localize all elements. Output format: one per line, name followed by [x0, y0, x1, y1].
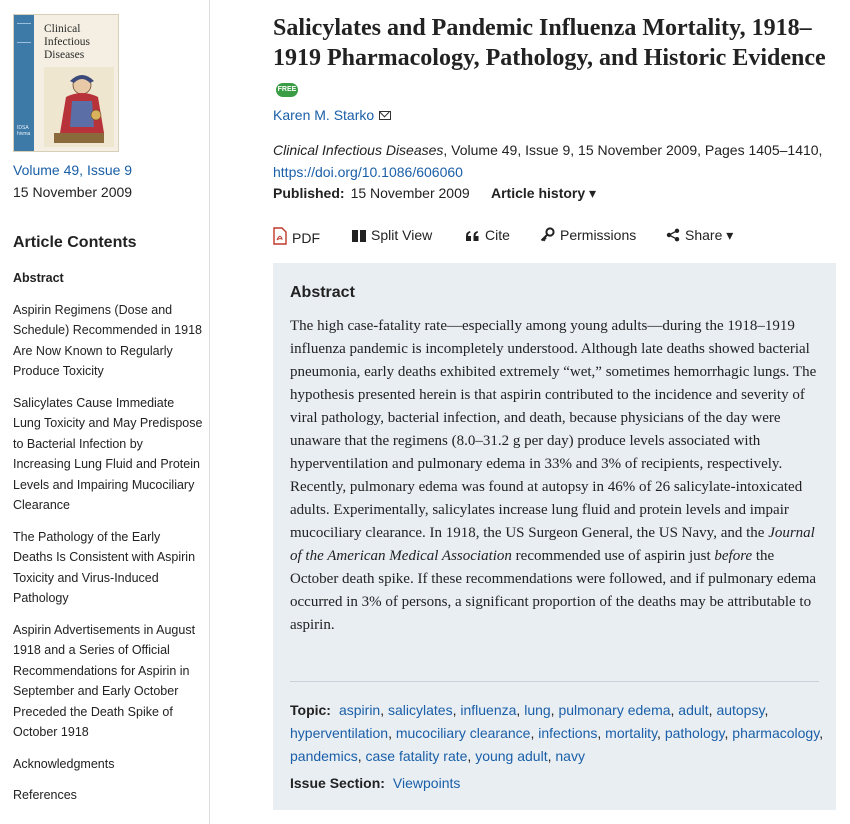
article-contents-heading: Article Contents	[13, 234, 137, 251]
topics-line	[290, 699, 825, 768]
published-line	[273, 185, 470, 201]
topic-link[interactable]: young adult	[475, 748, 548, 764]
toc-item-salicylates-toxicity[interactable]: Salicylates Cause Immediate Lung Toxicity and May Predispose to Bacterial Infection by Increasing Lung Fluid and Protein Levels and Impairing Mucociliary Clearance	[13, 395, 203, 512]
split-view-icon	[352, 229, 366, 242]
article-title	[273, 14, 833, 103]
topic-separator: ,	[388, 725, 396, 741]
abstract-text-part-3: the October death spike. If these recommendations were followed, and if pulmonary edema occurred in 3% of persons, a significant proportion of the deaths may be attributable to aspirin.	[290, 548, 817, 633]
issue-date: 15 November 2009	[13, 184, 133, 200]
pdf-icon	[273, 227, 287, 245]
cover-publisher-mark: IDSA hivma	[17, 125, 31, 137]
topic-separator: ,	[657, 725, 665, 741]
abstract-body	[290, 315, 822, 637]
toc-item-references[interactable]: References	[13, 788, 77, 802]
topic-link[interactable]: mucociliary clearance	[395, 725, 531, 741]
topic-separator: ,	[467, 748, 476, 764]
topic-link[interactable]: salicylates	[388, 702, 453, 718]
volume-issue-link[interactable]: Volume 49, Issue 9	[13, 162, 133, 178]
key-icon	[540, 227, 555, 242]
topic-separator: ,	[452, 702, 461, 718]
topic-link[interactable]: navy	[555, 748, 585, 764]
share-dropdown[interactable]	[666, 227, 733, 244]
split-view-button[interactable]	[352, 227, 432, 243]
article-title-text: Salicylates and Pandemic Influenza Mortality, 1918–1919 Pharmacology, Pathology, and Historic Evidence	[273, 15, 826, 71]
topic-link[interactable]: mortality	[605, 725, 658, 741]
topic-separator: ,	[550, 702, 559, 718]
toc-item-acknowledgments[interactable]: Acknowledgments	[13, 756, 115, 771]
topic-separator: ,	[724, 725, 733, 741]
sidebar	[0, 0, 210, 824]
doi-link[interactable]: https://doi.org/10.1086/606060	[273, 164, 463, 180]
topic-separator: ,	[530, 725, 539, 741]
topic-separator: ,	[764, 702, 769, 718]
author-name-link[interactable]: Karen M. Starko	[273, 107, 375, 123]
topic-label: Topic:	[290, 702, 331, 718]
abstract-divider	[290, 681, 819, 682]
email-icon[interactable]	[379, 111, 391, 120]
topic-link[interactable]: pharmacology	[732, 725, 820, 741]
cover-journal-title: Clinical Infectious Diseases	[44, 23, 90, 61]
topic-separator: ,	[547, 748, 556, 764]
toc-item-aspirin-regimens[interactable]: Aspirin Regimens (Dose and Schedule) Recommended in 1918 Are Now Known to Regularly Produce Toxicity	[13, 302, 203, 378]
toc-item-aspirin-advertisements[interactable]: Aspirin Advertisements in August 1918 and a Series of Official Recommendations for Aspirin in September and Early October Preceded the Death Spike of October 1918	[13, 622, 196, 739]
pdf-label: PDF	[292, 230, 320, 246]
table-of-contents	[13, 268, 203, 817]
cover-band-lines	[17, 23, 31, 43]
topic-link[interactable]: infections	[538, 725, 598, 741]
topic-separator: ,	[380, 702, 388, 718]
cite-button[interactable]	[465, 227, 510, 243]
cover-illustration	[44, 67, 114, 147]
free-badge-icon: FREE	[276, 83, 298, 97]
quote-icon	[465, 230, 480, 242]
abstract-section	[273, 263, 836, 810]
topic-link[interactable]: case fatality rate	[365, 748, 468, 764]
abstract-jama: Journal of the American Medical Association	[290, 525, 815, 564]
split-view-label: Split View	[371, 227, 433, 243]
topic-link[interactable]: pandemics	[290, 748, 358, 764]
topic-link[interactable]: influenza	[460, 702, 517, 718]
abstract-text-part-2: recommended use of aspirin just	[511, 548, 715, 564]
topic-link[interactable]: pathology	[664, 725, 725, 741]
toc-item-abstract[interactable]: Abstract	[13, 271, 64, 285]
topic-link[interactable]: lung	[524, 702, 551, 718]
pdf-button[interactable]	[273, 227, 320, 246]
journal-cover-image[interactable]	[13, 14, 119, 152]
published-label: Published:	[273, 185, 345, 201]
article-history-dropdown[interactable]: Article history ▾	[491, 185, 597, 201]
topic-link[interactable]: pulmonary edema	[558, 702, 671, 718]
issue-section-line	[290, 775, 460, 791]
topic-link[interactable]: autopsy	[716, 702, 765, 718]
share-icon	[666, 228, 680, 242]
topic-link[interactable]: adult	[678, 702, 709, 718]
cite-label: Cite	[485, 227, 510, 243]
topic-link[interactable]: hyperventilation	[290, 725, 389, 741]
topic-list	[290, 702, 823, 764]
published-date: 15 November 2009	[350, 185, 470, 201]
author-line	[273, 107, 391, 123]
topic-link[interactable]: aspirin	[338, 702, 381, 718]
issue-section-link[interactable]: Viewpoints	[392, 775, 461, 791]
topic-separator: ,	[819, 725, 824, 741]
permissions-label: Permissions	[560, 227, 637, 243]
citation-details: , Volume 49, Issue 9, 15 November 2009, Pages 1405–1410,	[443, 142, 823, 158]
topic-separator: ,	[357, 748, 366, 764]
issue-section-label: Issue Section:	[290, 775, 385, 791]
toc-item-pathology[interactable]: The Pathology of the Early Deaths Is Consistent with Aspirin Toxicity and Virus-Induced Pathology	[13, 529, 196, 605]
permissions-button[interactable]	[540, 227, 636, 243]
abstract-before: before	[714, 548, 753, 564]
abstract-heading: Abstract	[290, 284, 355, 301]
topic-separator: ,	[670, 702, 679, 718]
topic-separator: ,	[597, 725, 606, 741]
topic-separator: ,	[708, 702, 717, 718]
abstract-text-part-1: The high case-fatality rate—especially among young adults—during the 1918–1919 influenza pandemic is incompletely understood. Although late deaths showed bacterial pneumonia, early deaths exhibited extremely “wet,” sometimes hemorrhagic lungs. The hypothesis presented herein is that aspirin contributed to the incidence and severity of viral pathology, bacterial infection, and death, because physicians of the day were unaware that the regimens (8.0–31.2 g per day) produce levels associated with hyperventilation and pulmonary edema in 33% and 3% of recipients, respectively. Recently, pulmonary edema was found at autopsy in 46% of 26 salicylate-intoxicated adults. Experimentally, salicylates increase lung fluid and protein levels and impair mucociliary clearance. In 1918, the US Surgeon General, the US Navy, and the	[290, 318, 817, 541]
citation	[273, 139, 833, 183]
journal-name: Clinical Infectious Diseases	[273, 142, 444, 158]
share-label: Share ▾	[685, 227, 734, 243]
topic-separator: ,	[516, 702, 525, 718]
